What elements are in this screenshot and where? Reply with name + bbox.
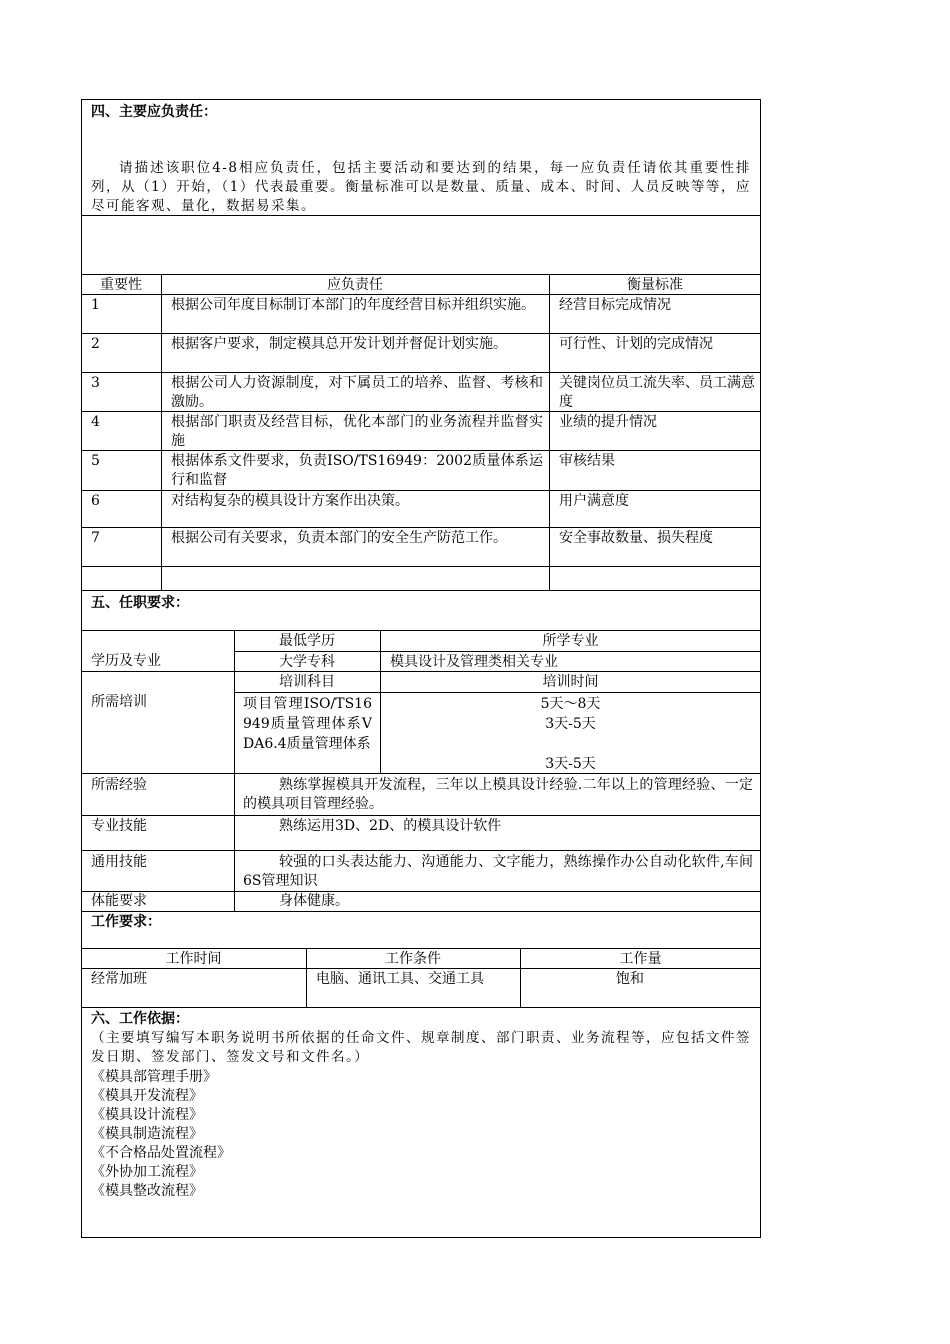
row-responsibility: 根据客户要求，制定模具总开发计划并督促计划实施。 xyxy=(171,336,507,352)
min-education-value: 大学专科 xyxy=(279,654,335,670)
work-condition-value: 电脑、通讯工具、交通工具 xyxy=(316,971,484,987)
header-standard: 衡量标准 xyxy=(627,277,683,293)
general-skill-value: 较强的口头表达能力、沟通能力、文字能力，熟练操作办公自动化软件,车间6S管理知识 xyxy=(243,854,753,889)
experience-value: 熟练掌握模具开发流程，三年以上模具设计经验.二年以上的管理经验、一定的模具项目管理经验。 xyxy=(243,777,753,812)
physical-label: 体能要求 xyxy=(91,893,147,909)
major-value: 模具设计及管理类相关专业 xyxy=(390,654,558,670)
row-standard: 审核结果 xyxy=(559,453,615,469)
divider xyxy=(81,911,761,912)
work-time-value: 经常加班 xyxy=(91,971,147,987)
training-label: 所需培训 xyxy=(91,694,147,710)
section5-title: 五、任职要求： xyxy=(91,595,189,611)
row-responsibility: 根据公司年度目标制订本部门的年度经营目标并组织实施。 xyxy=(171,297,535,313)
section6-title: 六、工作依据： xyxy=(91,1011,189,1027)
divider xyxy=(81,490,761,491)
row-standard: 经营目标完成情况 xyxy=(559,297,671,313)
row-responsibility: 根据公司有关要求，负责本部门的安全生产防范工作。 xyxy=(171,530,507,546)
document-item: 《模具设计流程》 xyxy=(91,1107,203,1123)
header-responsibility: 应负责任 xyxy=(327,277,383,293)
training-time-1: 5天～8天 xyxy=(540,696,601,712)
training-subjects: 项目管理ISO/TS16949质量管理体系VDA6.4质量管理体系 xyxy=(243,696,372,752)
row-standard: 关键岗位员工流失率、员工满意度 xyxy=(559,375,755,410)
row-responsibility: 根据部门职责及经营目标，优化本部门的业务流程并监督实施 xyxy=(171,414,543,449)
row-number: 4 xyxy=(91,414,100,430)
row-standard: 业绩的提升情况 xyxy=(559,414,657,430)
divider xyxy=(81,948,761,949)
row-number: 2 xyxy=(91,336,100,352)
row-standard: 安全事故数量、损失程度 xyxy=(559,530,713,546)
divider xyxy=(81,566,761,567)
divider xyxy=(234,692,761,693)
experience-label: 所需经验 xyxy=(91,777,147,793)
document-item: 《模具整改流程》 xyxy=(91,1183,203,1199)
row-responsibility: 对结构复杂的模具设计方案作出决策。 xyxy=(171,493,409,509)
divider xyxy=(81,815,761,816)
skill-label: 专业技能 xyxy=(91,818,147,834)
row-number: 7 xyxy=(91,530,100,546)
document-item: 《模具制造流程》 xyxy=(91,1126,203,1142)
general-skill-label: 通用技能 xyxy=(91,854,147,870)
divider xyxy=(81,274,761,275)
document-item: 《外协加工流程》 xyxy=(91,1164,203,1180)
divider xyxy=(234,651,761,652)
header-importance: 重要性 xyxy=(100,277,142,293)
divider xyxy=(549,274,550,590)
divider xyxy=(81,590,761,591)
divider xyxy=(81,333,761,334)
divider xyxy=(161,274,162,590)
work-title: 工作要求： xyxy=(91,914,161,930)
min-education-header: 最低学历 xyxy=(279,633,335,649)
physical-value: 身体健康。 xyxy=(279,893,349,909)
training-time-header: 培训时间 xyxy=(542,674,599,690)
work-time-header: 工作时间 xyxy=(165,951,222,967)
divider xyxy=(81,1007,761,1008)
work-condition-header: 工作条件 xyxy=(385,951,441,967)
divider xyxy=(81,850,761,851)
document-item: 《模具部管理手册》 xyxy=(91,1069,217,1085)
divider xyxy=(81,630,761,631)
row-number: 1 xyxy=(91,297,100,313)
training-subject-header: 培训科目 xyxy=(279,674,335,690)
training-time-4: 3天-5天 xyxy=(545,756,596,772)
row-number: 5 xyxy=(91,453,100,469)
divider xyxy=(81,527,761,528)
training-time-2: 3天-5天 xyxy=(545,716,596,732)
workload-header: 工作量 xyxy=(619,951,662,967)
divider xyxy=(81,891,761,892)
divider xyxy=(81,372,761,373)
row-standard: 用户满意度 xyxy=(559,493,629,509)
document-item: 《模具开发流程》 xyxy=(91,1088,203,1104)
major-header: 所学专业 xyxy=(542,633,599,649)
divider xyxy=(81,215,761,216)
row-responsibility: 根据体系文件要求，负责ISO/TS16949：2002质量体系运行和监督 xyxy=(171,453,543,488)
section4-description: 请描述该职位4-8相应负责任，包括主要活动和要达到的结果，每一应负责任请依其重要性排列，从（1）开始，（1）代表最重要。衡量标准可以是数量、质量、成本、时间、人员反映等等，应尽可能客观、量化，数据易采集。 xyxy=(91,160,751,214)
section4-title: 四、主要应负责任： xyxy=(91,104,217,120)
workload-value: 饱和 xyxy=(616,971,644,987)
row-standard: 可行性、计划的完成情况 xyxy=(559,336,713,352)
row-responsibility: 根据公司人力资源制度，对下属员工的培养、监督、考核和激励。 xyxy=(171,375,543,410)
row-number: 3 xyxy=(91,375,100,391)
section6-description: （主要填写编写本职务说明书所依据的任命文件、规章制度、部门职责、业务流程等，应包括文件签发日期、签发部门、签发文号和文件名。） xyxy=(91,1030,751,1065)
skill-value: 熟练运用3D、2D、的模具设计软件 xyxy=(279,818,502,834)
education-label: 学历及专业 xyxy=(91,653,161,669)
document-item: 《不合格品处置流程》 xyxy=(91,1145,231,1161)
row-number: 6 xyxy=(91,493,100,509)
